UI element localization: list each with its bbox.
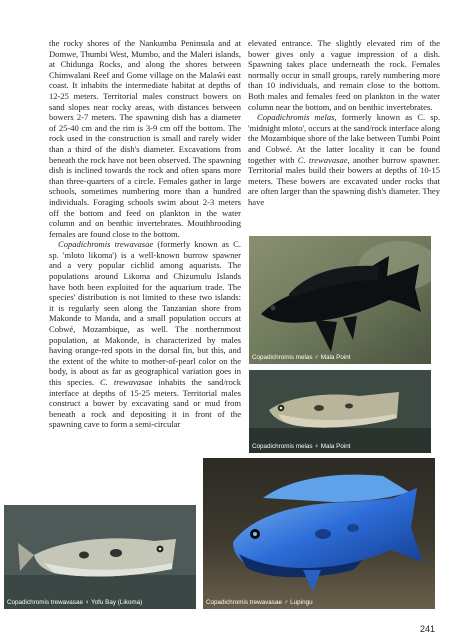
photo-trewavasae-female [4, 505, 196, 609]
paragraph-bower-description: the rocky shores of the Nankumba Peninsula and at Domwe, Thumbi West, Mumbo, and the Maleri islands, at Chidunga Rocks, and along the shores between Chimwalani Reef and Gome village on the Malaŵi east coast. It inhabits the intermediate habitat at depths of 12-25 meters. Territorial males construct bowers on sand slopes near rocky areas, with distances between bowers 2-7 meters. The spawning dish has a diameter of 25-40 cm and the rim is 3-9 cm off the bottom. The rock used in the construction is small and rarely wider than a third of the dish's diameter. Excavations from beneath the rock have not been observed. The spawning dish is inclined towards the rock and often spans more than three-quarters of a circle. Females gather in large schools, sometimes numbering more than a hundred individuals. Foraging schools swim about 2-3 meters off the bottom and feed on plankton in the water column and on benthic invertebrates. Mouthbrooding females are found close to the bottom. [49, 38, 241, 239]
photo-caption: Copadichromis trewavasae ♂ Lupingu [206, 599, 313, 606]
photo-trewavasae-male [203, 458, 435, 609]
paragraph-bower-entrance: elevated entrance. The slightly elevated rim of the bower gives only a vague impression of a dish. Spawning takes place underneath the rock. Females normally occur in small groups, rarely numbering more than 10 individuals, and remain close to the bottom. Both males and females feed on plankton in the water column near the bottom, and on benthic invertebrates. [248, 38, 440, 112]
photo-melas-female [249, 370, 431, 453]
species-name: C. trewavasae [100, 377, 153, 387]
left-text-column [49, 38, 241, 430]
paragraph-melas: Copadichromis melas, formerly known as C. sp. 'midnight mloto', occurs at the sand/rock interface along the Mozambique shore of the lake between Tumbi Point and Cobwé. At the latter locality it can be found together with C. trewavasae, another burrow spawner. Territorial males build their bowers at depths of 10-15 meters. These bowers are excavated under rocks that are often larger than the spawning dish's diameter. They have [248, 112, 441, 207]
fish-photo-image [249, 236, 431, 364]
paragraph-trewavasae: Copadichromis trewavasae (formerly known as C. sp. 'mloto likoma') is a well-known burrow spawner and a very popular cichlid among aquarists. The populations around Likoma and Chizumulu Islands have both been exploited for the aquarium trade. The species' distribution is not limited to these two islands: it is regularly seen along the Tanzanian shore from Makonde to Manda, and a small population occurs at Cobwé, Mozambique, as well. The northernmost population, at Makonde, is characterized by males having orange-red spots in the dorsal fin, but this, and the extent of the white to mother-of-pearl color on the body, is about as far as geographical variation goes in this species. C. trewavasae inhabits the sand/rock interface at depths of 15-25 meters. Territorial males construct a bower by excavating sand or mud from beneath a rock and depositing it in front of the spawning cave to form a semi-circular [49, 239, 241, 430]
photo-caption: Copadichromis melas ♂ Mala Point [252, 354, 351, 361]
page-number: 241 [420, 624, 436, 634]
fish-photo-image [4, 505, 196, 609]
species-name: Copadichromis melas [257, 112, 335, 123]
species-name: C. trewavasae [297, 154, 348, 165]
photo-melas-male [249, 236, 431, 364]
photo-caption: Copadichromis trewavasae ♀ Yofu Bay (Likoma) [7, 599, 143, 606]
species-name: Copadichromis trewavasae [58, 239, 154, 250]
fish-photo-image [203, 458, 435, 609]
fish-photo-image [249, 370, 431, 453]
photo-caption: Copadichromis melas ♀ Mala Point [252, 443, 351, 450]
right-text-column [248, 38, 440, 208]
